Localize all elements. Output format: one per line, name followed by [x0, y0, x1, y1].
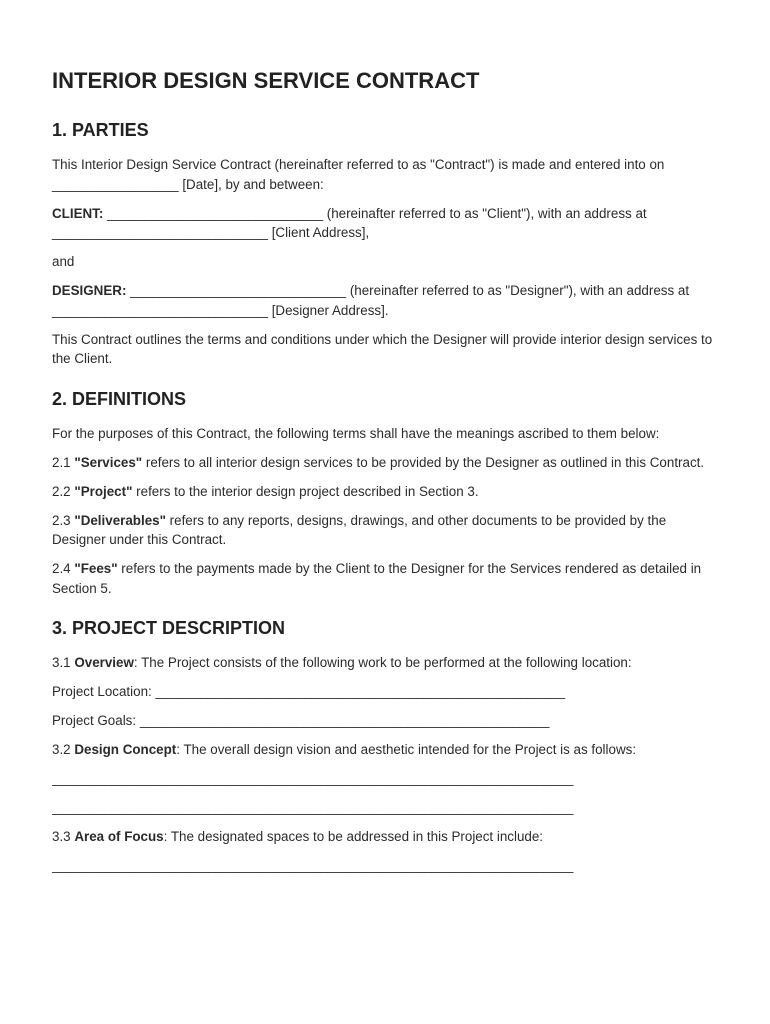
section-heading-definitions: 2. DEFINITIONS [52, 388, 187, 409]
client-text: _____________________________ (hereinafter referred to as "Client"), with an address at _____________________________ [Client Address], [52, 205, 647, 240]
definition-text: refers to all interior design services to be provided by the Designer as outlined in this Contract. [142, 454, 705, 470]
concept-text: : The overall design vision and aesthetic intended for the Project is as follows: [176, 742, 637, 757]
project-goals-field: Project Goals: _______________________________________________________ [52, 713, 550, 728]
section-project-description [52, 618, 722, 876]
overview-number: 3.1 [52, 655, 75, 670]
document-title: INTERIOR DESIGN SERVICE CONTRACT [52, 68, 480, 93]
definition-text: refers to any reports, designs, drawings, and other documents to be provided by the Designer under this Contract. [52, 512, 667, 547]
definition-number: 2.1 [52, 454, 75, 470]
definition-text: refers to the payments made by the Client to the Designer for the Services rendered as detailed in Section 5. [52, 561, 702, 596]
section-definitions [52, 389, 722, 599]
definition-text: refers to the interior design project described in Section 3. [132, 483, 479, 499]
overview-paragraph [52, 653, 722, 673]
section-heading-project: 3. PROJECT DESCRIPTION [52, 618, 286, 638]
concept-number: 3.2 [52, 742, 75, 757]
parties-intro: This Interior Design Service Contract (hereinafter referred to as "Contract") is made and entered into on _________________ [Date], by and between: [52, 157, 665, 192]
definition-number: 2.4 [52, 561, 75, 576]
definition-term: "Deliverables" [74, 512, 166, 528]
designer-paragraph [52, 281, 722, 320]
project-location-field: Project Location: _______________________________________________________ [52, 684, 566, 699]
designer-label: DESIGNER: [52, 283, 127, 298]
definition-term: "Services" [74, 454, 143, 470]
definition-term: "Fees" [74, 561, 118, 576]
definitions-intro: For the purposes of this Contract, the following terms shall have the meanings ascribed to them below: [52, 425, 660, 441]
designer-text: _____________________________ (hereinafter referred to as "Designer"), with an address at _____________________________ [Designer Address]. [52, 283, 690, 318]
focus-number: 3.3 [52, 829, 75, 844]
definition-term: "Project" [74, 483, 133, 499]
focus-text: : The designated spaces to be addressed in this Project include: [163, 829, 544, 844]
definition-item [52, 453, 722, 473]
definition-number: 2.3 [52, 512, 75, 528]
parties-outline: This Contract outlines the terms and conditions under which the Designer will provide interior design services to the Client. [52, 331, 713, 366]
area-of-focus-paragraph [52, 827, 722, 847]
concept-blank-line: ______________________________________________________________________ [52, 771, 574, 786]
concept-blank-line: ______________________________________________________________________ [52, 800, 574, 815]
definition-item [52, 559, 722, 598]
section-parties [52, 120, 722, 369]
overview-term: Overview [74, 655, 134, 670]
design-concept-paragraph [52, 740, 722, 760]
concept-term: Design Concept [74, 742, 177, 757]
definition-number: 2.2 [52, 483, 75, 499]
definition-item [52, 511, 722, 550]
focus-blank-line: ______________________________________________________________________ [52, 858, 574, 873]
focus-term: Area of Focus [74, 829, 164, 844]
overview-text: : The Project consists of the following work to be performed at the following location: [133, 655, 632, 670]
section-heading-parties: 1. PARTIES [52, 120, 149, 140]
client-label: CLIENT: [52, 205, 104, 221]
contract-page [52, 68, 722, 896]
client-paragraph [52, 204, 722, 243]
definition-item [52, 482, 722, 502]
and-text: and [52, 254, 75, 269]
